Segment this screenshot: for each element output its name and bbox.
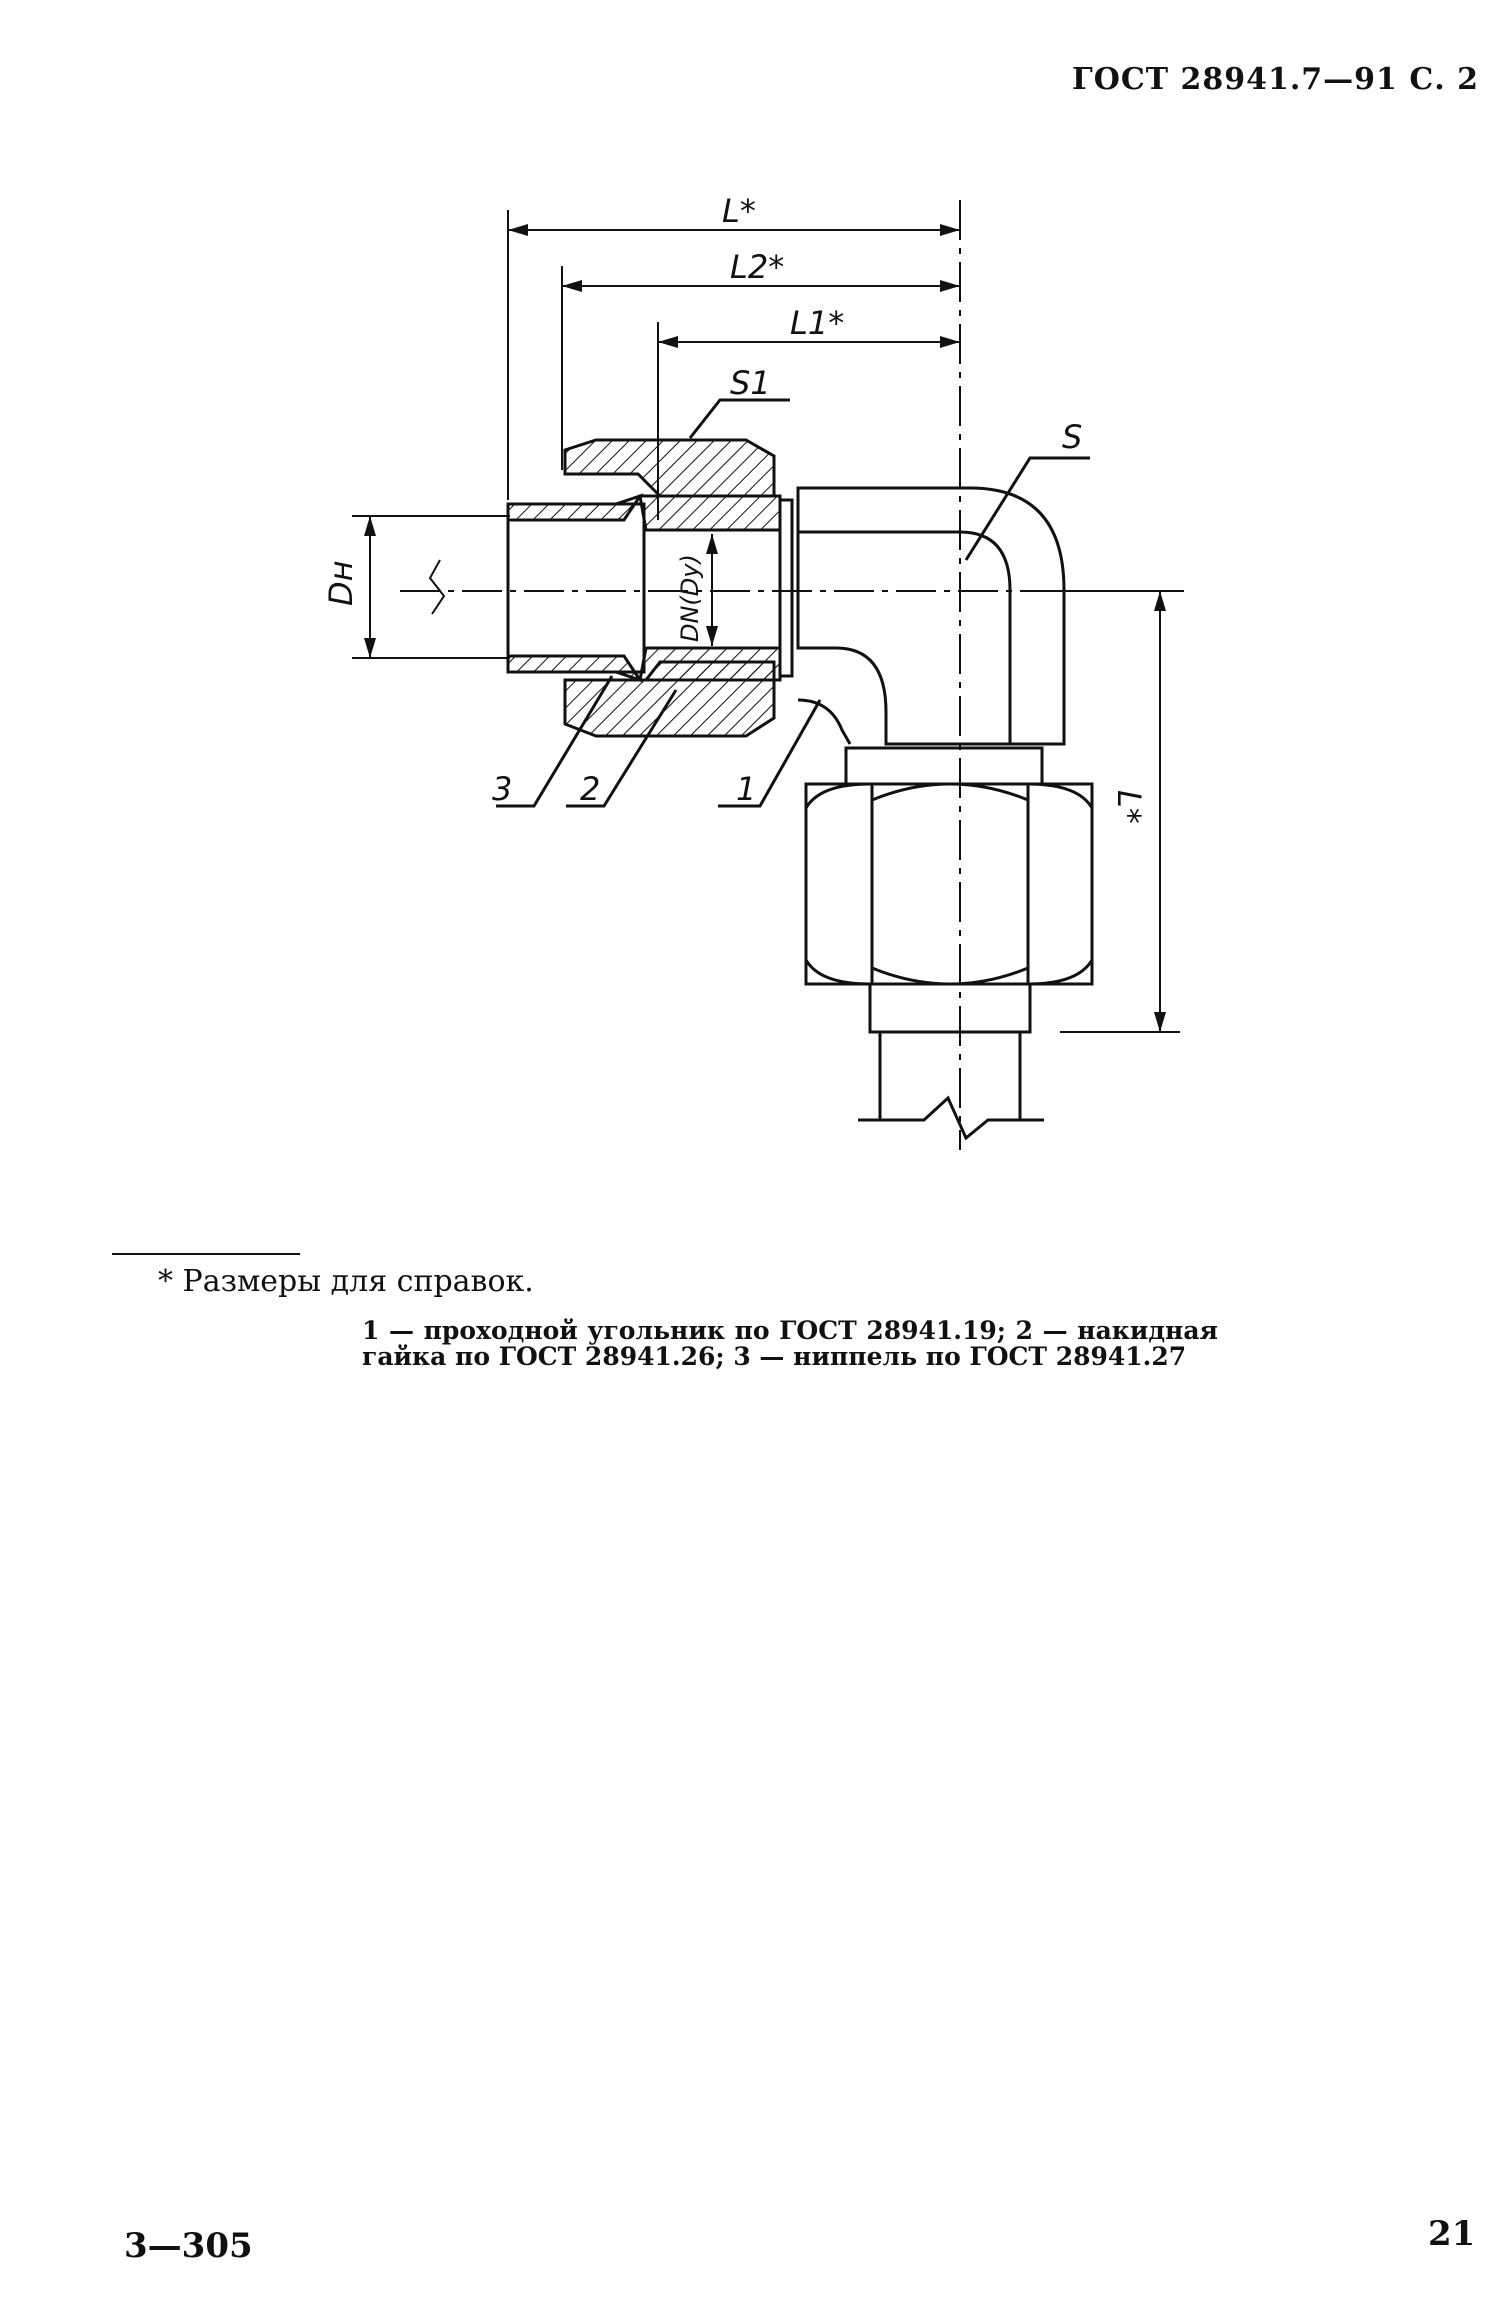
callout-3: 3 bbox=[492, 770, 513, 808]
label-S1: S1 bbox=[730, 364, 771, 402]
label-L: L* bbox=[722, 192, 756, 230]
label-S: S bbox=[1062, 418, 1083, 456]
callout-2: 2 bbox=[580, 770, 601, 808]
page-number: 21 bbox=[1428, 2214, 1476, 2254]
page-header: ГОСТ 28941.7—91 С. 2 bbox=[1072, 62, 1480, 97]
footnote-rule bbox=[112, 1253, 300, 1255]
label-Dn: Dн bbox=[322, 560, 360, 606]
label-L2: L2* bbox=[730, 248, 785, 286]
footnote: * Размеры для справок. bbox=[158, 1264, 534, 1299]
figure-caption: 1 — проходной угольник по ГОСТ 28941.19; 2 — накидная гайка по ГОСТ 28941.26; 3 — ниппель по ГОСТ 28941.27 bbox=[362, 1316, 1218, 1371]
page-code: 3—305 bbox=[124, 2226, 253, 2266]
label-DN-Du: DN(Dу) bbox=[676, 554, 704, 642]
label-L1: L1* bbox=[790, 304, 845, 342]
callout-1: 1 bbox=[736, 770, 757, 808]
leader-S bbox=[966, 458, 1090, 560]
leader-S1 bbox=[690, 400, 790, 438]
label-L-vertical: L* bbox=[1110, 790, 1148, 824]
